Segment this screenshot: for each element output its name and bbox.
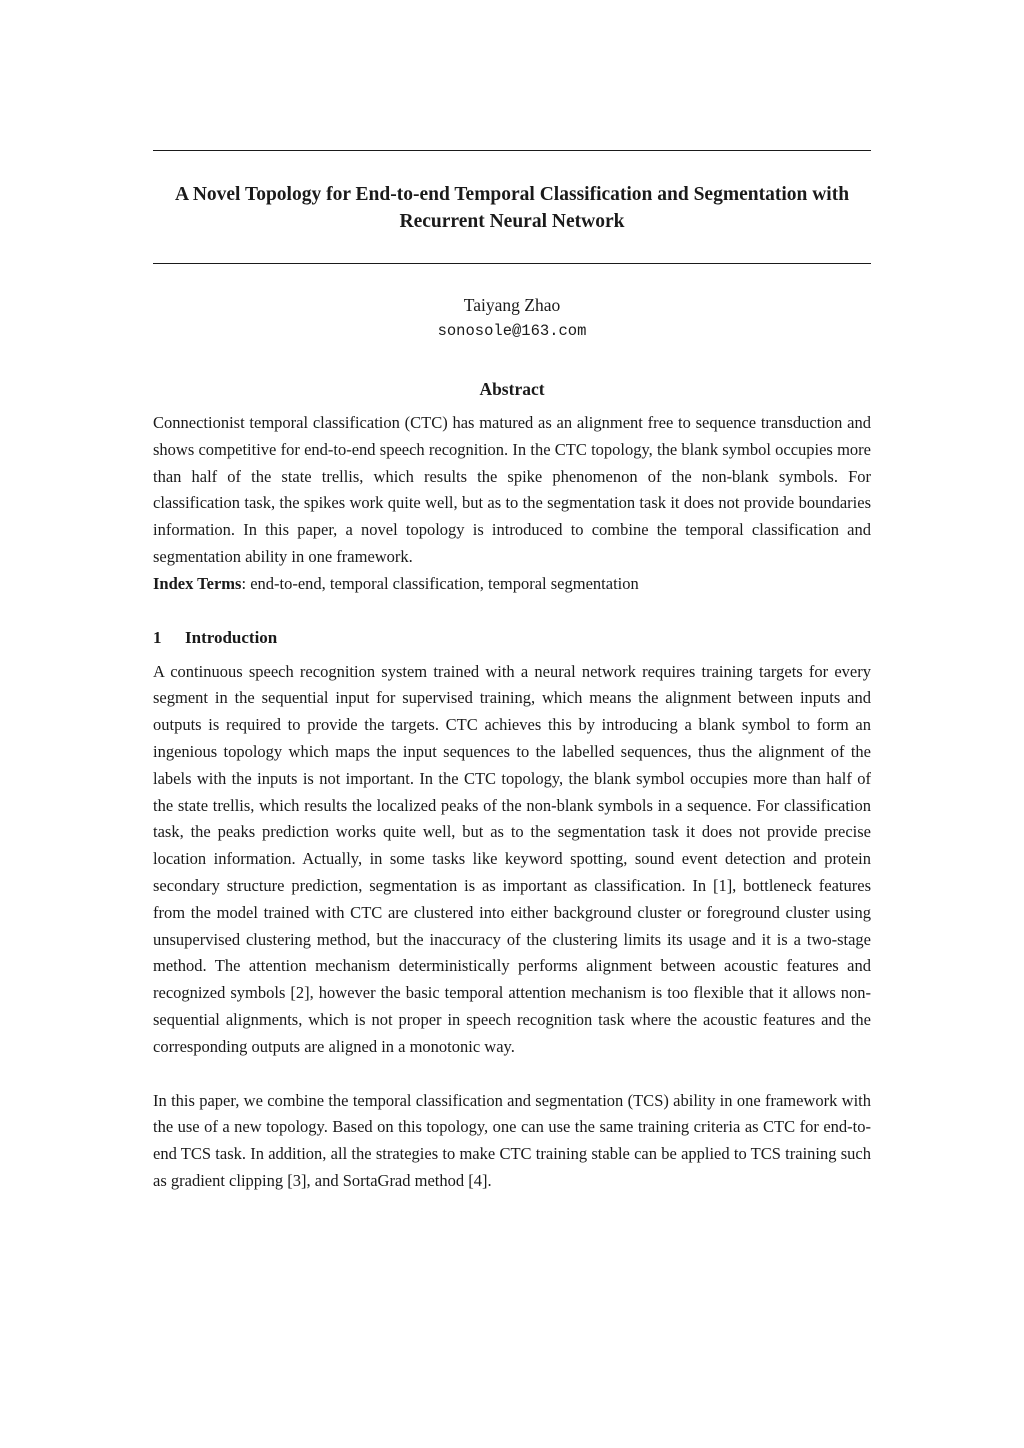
section-number: 1 — [153, 627, 162, 647]
title-bottom-rule — [153, 263, 871, 264]
paper-page — [153, 150, 871, 1195]
author-email: sonosole@163.com — [437, 322, 587, 340]
section-title: Introduction — [185, 627, 278, 647]
index-terms-list: : end-to-end, temporal classification, temporal segmentation — [241, 573, 639, 593]
abstract-heading: Abstract — [479, 379, 545, 399]
intro-paragraph-1: A continuous speech recognition system trained with a neural network requires training targets for every segment in the sequential input for supervised training, which means the alignment between inputs and outputs is required to provide the targets. CTC achieves this by introducing a blank symbol to form an ingenious topology which maps the input sequences to the labelled sequences, thus the alignment of the labels with the inputs is not important. In the CTC topology, the blank symbol occupies more than half of the state trellis, which results the localized peaks of the non-blank symbols in a sequence. For classification task, the peaks prediction works quite well, but as to the segmentation task it does not provide precise location information. Actually, in some tasks like keyword spotting, sound event detection and protein secondary structure prediction, segmentation is as important as classification. In [1], bottleneck features from the model trained with CTC are clustered into either background cluster or foreground cluster using unsupervised clustering method, but the inaccuracy of the clustering limits its usage and it is a two-stage method. The attention mechanism deterministically performs alignment between acoustic features and recognized symbols [2], however the basic temporal attention mechanism is too flexible that it allows non-sequential alignments, which is not proper in speech recognition task where the acoustic features and the corresponding outputs are aligned in a monotonic way. — [153, 661, 871, 1056]
section-heading-introduction — [153, 625, 871, 651]
paragraph-gap — [153, 1061, 871, 1088]
index-terms — [153, 571, 871, 598]
intro-paragraph-2: In this paper, we combine the temporal classification and segmentation (TCS) ability in one framework with the use of a new topology. Based on this topology, one can use the same training criteria as CTC for end-to-end TCS task. In addition, all the strategies to make CTC training stable can be applied to TCS training such as gradient clipping [3], and SortaGrad method [4]. — [153, 1090, 871, 1190]
abstract-text: Connectionist temporal classification (CTC) has matured as an alignment free to sequence transduction and shows competitive for end-to-end speech recognition. In the CTC topology, the blank symbol occupies more than half of the state trellis, which results the spike phenomenon of the non-blank symbols. For classification task, the spikes work quite well, but as to the segmentation task it does not provide boundaries information. In this paper, a novel topology is introduced to combine the temporal classification and segmentation ability in one framework. — [153, 413, 871, 566]
author-name: Taiyang Zhao — [463, 295, 561, 315]
index-terms-label: Index Terms — [153, 573, 242, 593]
paper-title: A Novel Topology for End-to-end Temporal Classification and Segmentation with Recurrent Neural Network — [174, 184, 850, 232]
title-top-rule — [153, 150, 871, 151]
